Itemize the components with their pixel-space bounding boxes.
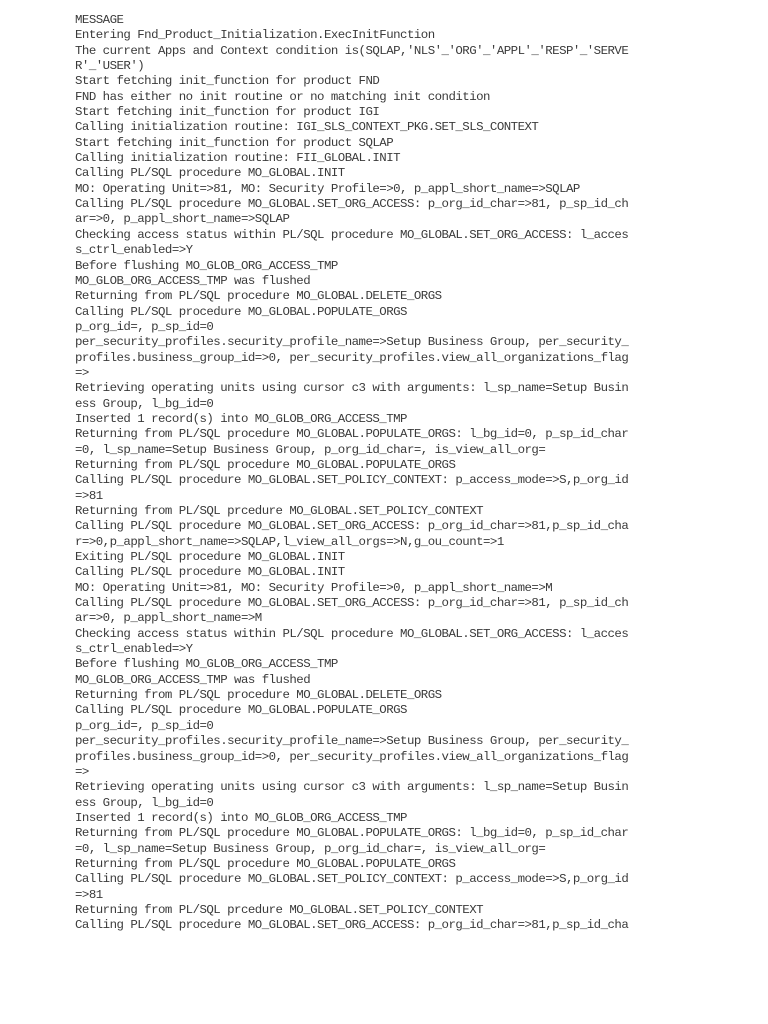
log-line: Returning from PL/SQL procedure MO_GLOBAL.DELETE_ORGS	[75, 289, 442, 304]
log-line: Calling PL/SQL procedure MO_GLOBAL.INIT	[75, 565, 345, 580]
log-line: Returning from PL/SQL procedure MO_GLOBAL.POPULATE_ORGS	[75, 856, 456, 871]
log-line: MO_GLOB_ORG_ACCESS_TMP was flushed	[75, 273, 311, 288]
log-line: Start fetching init_function for product IGI	[75, 105, 380, 120]
log-line: Calling PL/SQL procedure MO_GLOBAL.POPULATE_ORGS	[75, 703, 407, 718]
log-line: Entering Fnd_Product_Initialization.ExecInitFunction	[75, 28, 435, 43]
log-line: Returning from PL/SQL prcedure MO_GLOBAL.SET_POLICY_CONTEXT	[75, 504, 484, 518]
log-line: R'_'USER')	[75, 59, 145, 74]
log-line: Inserted 1 record(s) into MO_GLOB_ORG_ACCESS_TMP	[75, 411, 407, 426]
log-line: Checking access status within PL/SQL procedure MO_GLOBAL.SET_ORG_ACCESS: l_acces	[75, 227, 629, 242]
log-line: =>	[75, 365, 89, 380]
log-line: profiles.business_group_id=>0, per_security_profiles.view_all_organizations_flag	[75, 350, 629, 365]
log-line: =>81	[75, 887, 103, 902]
log-line: Calling PL/SQL procedure MO_GLOBAL.SET_ORG_ACCESS: p_org_id_char=>81,p_sp_id_cha	[75, 519, 629, 534]
log-line: Returning from PL/SQL procedure MO_GLOBAL.DELETE_ORGS	[75, 688, 442, 703]
log-line: MO: Operating Unit=>81, MO: Security Profile=>0, p_appl_short_name=>SQLAP	[75, 181, 580, 196]
log-line: =>81	[75, 488, 103, 503]
log-text-block	[75, 13, 695, 934]
log-line: Start fetching init_function for product SQLAP	[75, 135, 394, 150]
log-line: per_security_profiles.security_profile_name=>Setup Business Group, per_security_	[75, 734, 629, 749]
log-line: MO_GLOB_ORG_ACCESS_TMP was flushed	[75, 672, 311, 687]
log-line: Calling PL/SQL procedure MO_GLOBAL.SET_ORG_ACCESS: p_org_id_char=>81, p_sp_id_ch	[75, 596, 629, 611]
log-line: Retrieving operating units using cursor c3 with arguments: l_sp_name=Setup Busin	[75, 780, 629, 795]
log-line: Returning from PL/SQL prcedure MO_GLOBAL.SET_POLICY_CONTEXT	[75, 902, 484, 917]
log-line: Calling PL/SQL procedure MO_GLOBAL.SET_POLICY_CONTEXT: p_access_mode=>S,p_org_id	[75, 473, 629, 488]
log-line: Start fetching init_function for product FND	[75, 74, 380, 89]
log-line: Checking access status within PL/SQL procedure MO_GLOBAL.SET_ORG_ACCESS: l_acces	[75, 626, 629, 641]
log-line: p_org_id=, p_sp_id=0	[75, 718, 214, 733]
log-line: r=>0,p_appl_short_name=>SQLAP,l_view_all_orgs=>N,g_ou_count=>1	[75, 534, 504, 549]
log-header: MESSAGE	[75, 13, 124, 27]
log-line: Exiting PL/SQL procedure MO_GLOBAL.INIT	[75, 550, 345, 565]
log-page	[75, 13, 695, 934]
log-line: s_ctrl_enabled=>Y	[75, 642, 193, 657]
log-line: per_security_profiles.security_profile_name=>Setup Business Group, per_security_	[75, 335, 629, 350]
log-line: ess Group, l_bg_id=0	[75, 795, 214, 810]
log-line: Calling PL/SQL procedure MO_GLOBAL.INIT	[75, 166, 345, 181]
log-line: =0, l_sp_name=Setup Business Group, p_org_id_char=, is_view_all_org=	[75, 442, 546, 457]
log-line: Returning from PL/SQL procedure MO_GLOBAL.POPULATE_ORGS: l_bg_id=0, p_sp_id_char	[75, 826, 629, 841]
log-line: MO: Operating Unit=>81, MO: Security Profile=>0, p_appl_short_name=>M	[75, 580, 553, 595]
log-line: ar=>0, p_appl_short_name=>M	[75, 611, 262, 626]
log-line: Before flushing MO_GLOB_ORG_ACCESS_TMP	[75, 657, 338, 672]
log-line: Calling initialization routine: FII_GLOBAL.INIT	[75, 151, 401, 166]
log-line: Calling PL/SQL procedure MO_GLOBAL.SET_ORG_ACCESS: p_org_id_char=>81,p_sp_id_cha	[75, 918, 629, 933]
log-line: Returning from PL/SQL procedure MO_GLOBAL.POPULATE_ORGS	[75, 457, 456, 472]
log-line: p_org_id=, p_sp_id=0	[75, 319, 214, 334]
log-line: =>	[75, 764, 89, 779]
log-line: profiles.business_group_id=>0, per_security_profiles.view_all_organizations_flag	[75, 749, 629, 764]
log-line: Calling PL/SQL procedure MO_GLOBAL.POPULATE_ORGS	[75, 304, 407, 319]
log-line: Before flushing MO_GLOB_ORG_ACCESS_TMP	[75, 258, 338, 273]
log-line: s_ctrl_enabled=>Y	[75, 243, 193, 258]
log-line: Calling initialization routine: IGI_SLS_CONTEXT_PKG.SET_SLS_CONTEXT	[75, 120, 539, 135]
log-line: =0, l_sp_name=Setup Business Group, p_org_id_char=, is_view_all_org=	[75, 841, 546, 856]
log-line: Retrieving operating units using cursor c3 with arguments: l_sp_name=Setup Busin	[75, 381, 629, 396]
log-line: Calling PL/SQL procedure MO_GLOBAL.SET_POLICY_CONTEXT: p_access_mode=>S,p_org_id	[75, 872, 629, 887]
log-line: ess Group, l_bg_id=0	[75, 396, 214, 411]
log-line: The current Apps and Context condition is(SQLAP,'NLS'_'ORG'_'APPL'_'RESP'_'SERVE	[75, 43, 629, 58]
log-line: ar=>0, p_appl_short_name=>SQLAP	[75, 212, 290, 227]
log-line: Returning from PL/SQL procedure MO_GLOBAL.POPULATE_ORGS: l_bg_id=0, p_sp_id_char	[75, 427, 629, 442]
log-line: FND has either no init routine or no matching init condition	[75, 89, 490, 104]
log-line: Calling PL/SQL procedure MO_GLOBAL.SET_ORG_ACCESS: p_org_id_char=>81, p_sp_id_ch	[75, 197, 629, 212]
log-line: Inserted 1 record(s) into MO_GLOB_ORG_ACCESS_TMP	[75, 810, 407, 825]
